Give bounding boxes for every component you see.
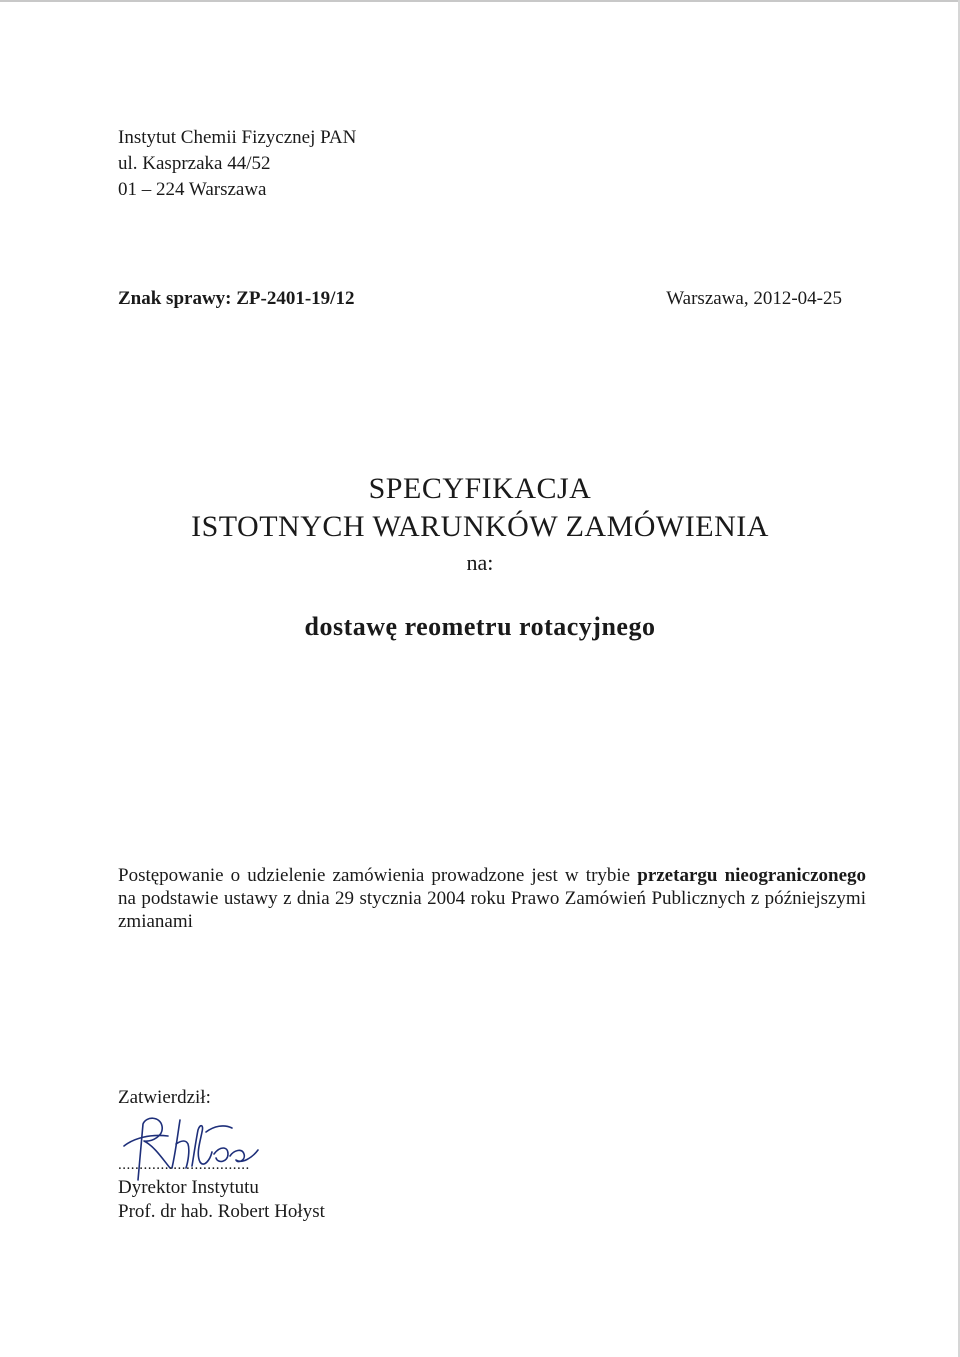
signer-role: Dyrektor Instytutu xyxy=(118,1177,259,1198)
title-line-1: SPECYFIKACJA xyxy=(368,472,592,505)
procurement-subject: dostawę reometru rotacyjnego xyxy=(304,612,656,641)
sender-postal-city: 01 – 224 Warszawa xyxy=(118,179,267,200)
sender-street: ul. Kasprzaka 44/52 xyxy=(118,153,271,174)
case-number: Znak sprawy: ZP-2401-19/12 xyxy=(118,288,355,309)
paragraph-text-start: Postępowanie o udzielenie zamówienia prowadzone jest w trybie xyxy=(118,865,638,886)
document-title xyxy=(0,470,960,578)
approved-label: Zatwierdził: xyxy=(118,1087,211,1108)
place-date: Warszawa, 2012-04-25 xyxy=(666,288,842,309)
paragraph-text-bold: przetargu nieograniczonego xyxy=(637,865,867,886)
procedure-paragraph xyxy=(118,864,866,933)
title-na: na: xyxy=(466,550,494,575)
paragraph-text-end: na podstawie ustawy z dnia 29 stycznia 2004 roku Prawo Zamówień Publicznych z późniejszymi zmianami xyxy=(118,888,866,932)
signer-name: Prof. dr hab. Robert Hołyst xyxy=(118,1201,325,1222)
title-line-2: ISTOTNYCH WARUNKÓW ZAMÓWIENIA xyxy=(191,510,769,543)
signer-block xyxy=(118,1176,325,1224)
scan-top-edge xyxy=(0,0,960,2)
sender-institution: Instytut Chemii Fizycznej PAN xyxy=(118,127,357,148)
signature-line: ............................... xyxy=(118,1157,250,1173)
sender-address xyxy=(118,125,356,203)
